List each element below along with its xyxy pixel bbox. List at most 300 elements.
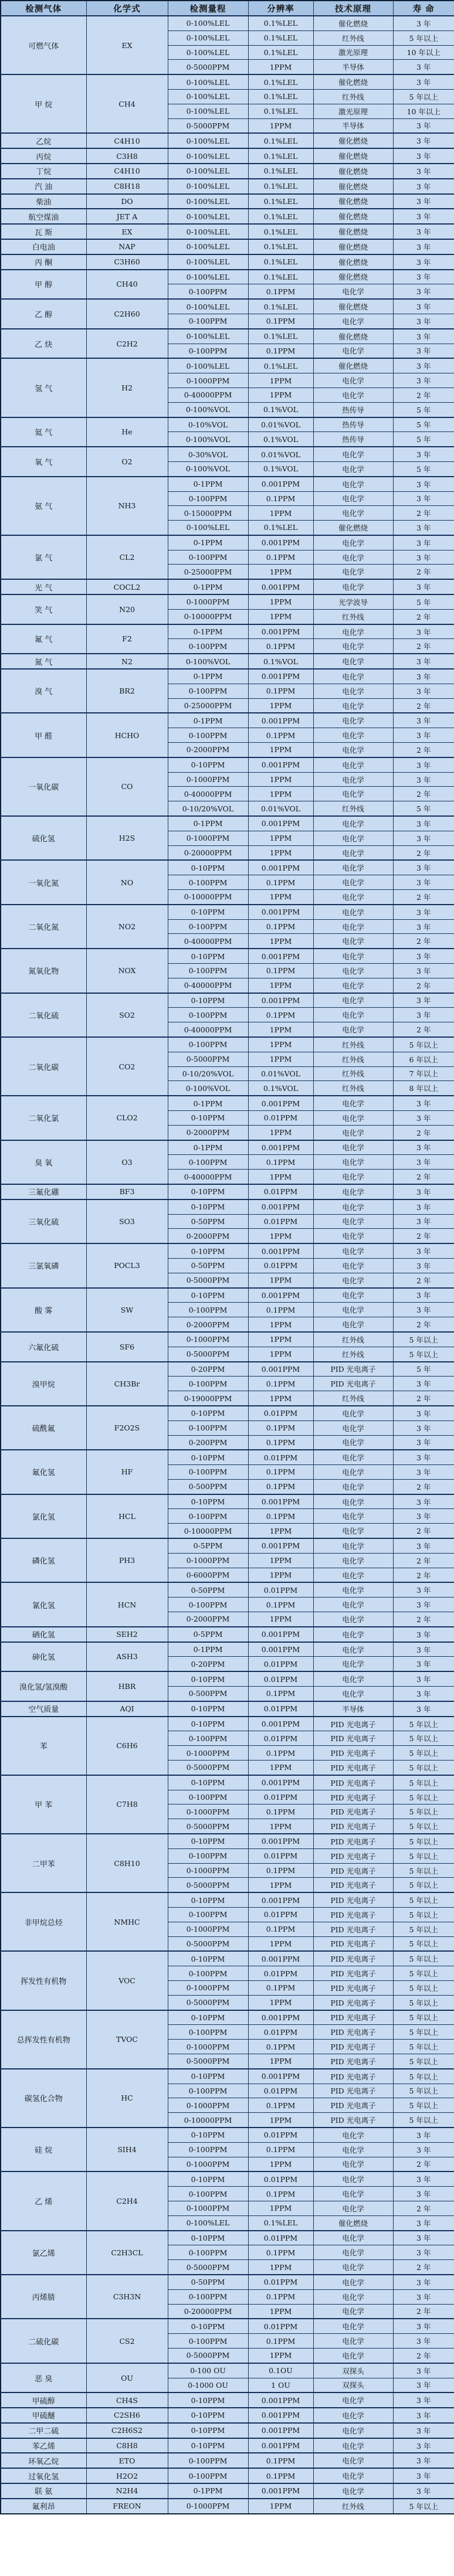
header-cell-gas: 检测气体: [1, 1, 86, 16]
resolution-cell: 0.01PPM: [248, 2128, 313, 2142]
table-row: [1, 358, 454, 373]
gas-name-cell: 三氧化硫: [1, 1199, 86, 1243]
principle-cell: 电化学: [313, 491, 393, 506]
resolution-cell: 0.1%LEL: [248, 299, 313, 314]
resolution-cell: 1PPM: [248, 1022, 313, 1037]
resolution-cell: 0.001PPM: [248, 1243, 313, 1258]
principle-cell: 电化学: [313, 2408, 393, 2423]
resolution-cell: 1PPM: [248, 1568, 313, 1582]
range-cell: 0-1000PPM: [168, 2201, 248, 2215]
range-cell: 0-100PPM: [168, 2025, 248, 2040]
principle-cell: 热传导: [313, 432, 393, 447]
range-cell: 0-100PPM: [168, 2187, 248, 2201]
principle-cell: 电化学: [313, 2128, 393, 2142]
resolution-cell: 0.1PPM: [248, 2245, 313, 2260]
resolution-cell: 0.001PPM: [248, 535, 313, 550]
principle-cell: 热传导: [313, 402, 393, 417]
formula-cell: C7H8: [86, 1775, 168, 1834]
principle-cell: 电化学: [313, 624, 393, 639]
formula-cell: CH40: [86, 270, 168, 300]
principle-cell: 催化燃烧: [313, 133, 393, 148]
range-cell: 0-10PPM: [168, 1701, 248, 1717]
range-cell: 0-5000PPM: [168, 1052, 248, 1066]
resolution-cell: 0.001PPM: [248, 1362, 313, 1377]
lifespan-cell: 5 年以上: [393, 1731, 454, 1746]
range-cell: 0-10PPM: [168, 2408, 248, 2423]
lifespan-cell: 5 年以上: [393, 1775, 454, 1790]
principle-cell: 电化学: [313, 684, 393, 698]
principle-cell: PID 光电离子: [313, 1922, 393, 1936]
principle-cell: 热传导: [313, 417, 393, 432]
range-cell: 0-1PPM: [168, 624, 248, 639]
range-cell: 0-5PPM: [168, 1627, 248, 1642]
table-row: [1, 2319, 454, 2333]
lifespan-cell: 3 年: [393, 2408, 454, 2423]
lifespan-cell: 5 年以上: [393, 2025, 454, 2040]
principle-cell: 电化学: [313, 875, 393, 890]
formula-cell: BR2: [86, 669, 168, 713]
resolution-cell: 0.001PPM: [248, 2408, 313, 2423]
range-cell: 0-10PPM: [168, 905, 248, 919]
range-cell: 0-10PPM: [168, 1892, 248, 1907]
formula-cell: CLO2: [86, 1096, 168, 1140]
resolution-cell: 1PPM: [248, 1612, 313, 1627]
lifespan-cell: 3 年: [393, 1538, 454, 1553]
resolution-cell: 0.1%LEL: [248, 45, 313, 60]
principle-cell: PID 光电离子: [313, 1775, 393, 1790]
resolution-cell: 1PPM: [248, 1052, 313, 1066]
table-row: [1, 447, 454, 461]
resolution-cell: 0.01PPM: [248, 1908, 313, 1922]
gas-name-cell: 航空煤油: [1, 209, 86, 224]
resolution-cell: 1PPM: [248, 787, 313, 801]
table-row: [1, 2438, 454, 2453]
gas-name-cell: 联 氨: [1, 2483, 86, 2499]
principle-cell: 催化燃烧: [313, 164, 393, 179]
table-row: [1, 1037, 454, 1052]
table-row: [1, 2483, 454, 2499]
resolution-cell: 1PPM: [248, 2201, 313, 2215]
formula-cell: ASH3: [86, 1642, 168, 1672]
resolution-cell: 0.001PPM: [248, 1642, 313, 1657]
table-row: [1, 2010, 454, 2025]
lifespan-cell: 3 年: [393, 194, 454, 209]
lifespan-cell: 3 年: [393, 860, 454, 875]
principle-cell: 电化学: [313, 1273, 393, 1287]
resolution-cell: 1PPM: [248, 1125, 313, 1140]
table-row: [1, 1775, 454, 1790]
resolution-cell: 1PPM: [248, 772, 313, 787]
principle-cell: PID 光电离子: [313, 1790, 393, 1804]
resolution-cell: 1PPM: [248, 388, 313, 402]
principle-cell: 电化学: [313, 1243, 393, 1258]
resolution-cell: 1PPM: [248, 743, 313, 757]
resolution-cell: 1PPM: [248, 60, 313, 74]
range-cell: 0-1000PPM: [168, 2499, 248, 2514]
resolution-cell: 0.1PPM: [248, 684, 313, 698]
table-row: [1, 757, 454, 772]
range-cell: 0-100PPM: [168, 728, 248, 743]
range-cell: 0-2000PPM: [168, 1125, 248, 1140]
lifespan-cell: 3 年: [393, 1435, 454, 1450]
range-cell: 0-15000PPM: [168, 506, 248, 521]
gas-name-cell: 乙 烯: [1, 2171, 86, 2230]
lifespan-cell: 3 年: [393, 1494, 454, 1509]
table-row: [1, 239, 454, 254]
lifespan-cell: 5 年: [393, 1362, 454, 1377]
resolution-cell: 0.1%LEL: [248, 104, 313, 118]
lifespan-cell: 5 年: [393, 594, 454, 609]
lifespan-cell: 5 年: [393, 801, 454, 816]
principle-cell: 电化学: [313, 1568, 393, 1582]
range-cell: 0-100PPM: [168, 2468, 248, 2483]
resolution-cell: 0.1PPM: [248, 1598, 313, 1612]
table-row: [1, 624, 454, 639]
range-cell: 0-100PPM: [168, 2289, 248, 2304]
range-cell: 0-100%LEL: [168, 194, 248, 209]
gas-name-cell: 硒化氢: [1, 1627, 86, 1642]
principle-cell: 红外线: [313, 1052, 393, 1066]
resolution-cell: 0.001PPM: [248, 1288, 313, 1303]
range-cell: 0-1000PPM: [168, 373, 248, 388]
principle-cell: 电化学: [313, 1125, 393, 1140]
lifespan-cell: 3 年: [393, 1582, 454, 1597]
range-cell: 0-10PPM: [168, 2423, 248, 2438]
formula-cell: NO: [86, 860, 168, 904]
formula-cell: He: [86, 417, 168, 447]
range-cell: 0-100%LEL: [168, 329, 248, 344]
range-cell: 0-100%LEL: [168, 299, 248, 314]
resolution-cell: 0.1PPM: [248, 964, 313, 978]
gas-name-cell: 光 气: [1, 579, 86, 594]
principle-cell: 电化学: [313, 535, 393, 550]
table-row: [1, 1450, 454, 1464]
range-cell: 0-100PPM: [168, 550, 248, 565]
principle-cell: 电化学: [313, 772, 393, 787]
principle-cell: PID 光电离子: [313, 1936, 393, 1951]
resolution-cell: 1 OU: [248, 2378, 313, 2393]
lifespan-cell: 5 年以上: [393, 2010, 454, 2025]
table-row: [1, 949, 454, 963]
lifespan-cell: 3 年: [393, 816, 454, 831]
lifespan-cell: 2 年: [393, 845, 454, 860]
lifespan-cell: 5 年以上: [393, 30, 454, 45]
formula-cell: NH3: [86, 477, 168, 535]
lifespan-cell: 3 年: [393, 2468, 454, 2483]
principle-cell: 电化学: [313, 1140, 393, 1155]
range-cell: 0-100PPM: [168, 2334, 248, 2349]
range-cell: 0-1000 OU: [168, 2378, 248, 2393]
principle-cell: 红外线: [313, 89, 393, 104]
resolution-cell: 0.1%LEL: [248, 239, 313, 254]
resolution-cell: 0.1%LEL: [248, 89, 313, 104]
range-cell: 0-100%LEL: [168, 104, 248, 118]
resolution-cell: 0.01PPM: [248, 1731, 313, 1746]
lifespan-cell: 5 年以上: [393, 1834, 454, 1848]
principle-cell: PID 光电离子: [313, 2025, 393, 2040]
principle-cell: PID 光电离子: [313, 1834, 393, 1848]
principle-cell: 双探头: [313, 2363, 393, 2378]
range-cell: 0-100PPM: [168, 1420, 248, 1435]
table-row: [1, 329, 454, 344]
principle-cell: 电化学: [313, 1687, 393, 1701]
resolution-cell: 0.1%VOL: [248, 461, 313, 476]
gas-name-cell: 氯 气: [1, 535, 86, 579]
principle-cell: 催化燃烧: [313, 254, 393, 270]
lifespan-cell: 5 年以上: [393, 1966, 454, 1981]
resolution-cell: 0.1PPM: [248, 2289, 313, 2304]
range-cell: 0-10PPM: [168, 2393, 248, 2408]
lifespan-cell: 3 年: [393, 1657, 454, 1671]
formula-cell: C3H60: [86, 254, 168, 270]
principle-cell: 电化学: [313, 2187, 393, 2201]
lifespan-cell: 5 年以上: [393, 1936, 454, 1951]
range-cell: 0-100PPM: [168, 1908, 248, 1922]
range-cell: 0-5000PPM: [168, 1761, 248, 1775]
range-cell: 0-5000PPM: [168, 2054, 248, 2068]
range-cell: 0-1000PPM: [168, 1922, 248, 1936]
resolution-cell: 0.1PPM: [248, 2142, 313, 2157]
principle-cell: 红外线: [313, 1066, 393, 1081]
table-row: [1, 713, 454, 728]
formula-cell: CH3Br: [86, 1362, 168, 1406]
principle-cell: 电化学: [313, 2142, 393, 2157]
principle-cell: 催化燃烧: [313, 358, 393, 373]
gas-name-cell: 氰化氢: [1, 1582, 86, 1626]
range-cell: 0-10PPM: [168, 2069, 248, 2084]
table-row: [1, 2408, 454, 2423]
resolution-cell: 0.1PPM: [248, 1420, 313, 1435]
range-cell: 0-100PPM: [168, 684, 248, 698]
table-row: [1, 1627, 454, 1642]
range-cell: 0-1PPM: [168, 2483, 248, 2499]
lifespan-cell: 2 年: [393, 1229, 454, 1243]
range-cell: 0-100%LEL: [168, 209, 248, 224]
range-cell: 0-100%LEL: [168, 239, 248, 254]
lifespan-cell: 3 年: [393, 2289, 454, 2304]
lifespan-cell: 5 年以上: [393, 2098, 454, 2113]
range-cell: 0-100PPM: [168, 639, 248, 654]
table-row: [1, 1096, 454, 1110]
range-cell: 0-10PPM: [168, 1671, 248, 1686]
formula-cell: C4H10: [86, 133, 168, 148]
resolution-cell: 0.1%VOL: [248, 402, 313, 417]
range-cell: 0-40000PPM: [168, 787, 248, 801]
gas-name-cell: 氟 气: [1, 624, 86, 654]
table-row: [1, 1243, 454, 1258]
principle-cell: 电化学: [313, 713, 393, 728]
table-row: [1, 74, 454, 89]
table-row: [1, 594, 454, 609]
resolution-cell: 0.01PPM: [248, 1406, 313, 1420]
resolution-cell: 0.01PPM: [248, 2171, 313, 2186]
formula-cell: EX: [86, 224, 168, 239]
principle-cell: 电化学: [313, 2304, 393, 2319]
table-row: [1, 1671, 454, 1686]
resolution-cell: 0.1PPM: [248, 1377, 313, 1391]
table-row: [1, 16, 454, 30]
principle-cell: PID 光电离子: [313, 1995, 393, 2010]
range-cell: 0-100PPM: [168, 1731, 248, 1746]
table-row: [1, 1892, 454, 1907]
lifespan-cell: 3 年: [393, 831, 454, 845]
range-cell: 0-10PPM: [168, 2171, 248, 2186]
range-cell: 0-5000PPM: [168, 1273, 248, 1287]
resolution-cell: 0.1PPM: [248, 1509, 313, 1524]
gas-name-cell: 二氧化氯: [1, 1096, 86, 1140]
table-row: [1, 2231, 454, 2245]
range-cell: 0-5000PPM: [168, 1995, 248, 2010]
lifespan-cell: 3 年: [393, 1288, 454, 1303]
resolution-cell: 1PPM: [248, 1332, 313, 1347]
resolution-cell: 0.1%LEL: [248, 133, 313, 148]
resolution-cell: 0.1%LEL: [248, 179, 313, 194]
table-header: [1, 1, 454, 16]
lifespan-cell: 2 年: [393, 639, 454, 654]
formula-cell: C3H8: [86, 148, 168, 164]
resolution-cell: 0.001PPM: [248, 713, 313, 728]
resolution-cell: 0.001PPM: [248, 816, 313, 831]
resolution-cell: 0.1PPM: [248, 639, 313, 654]
lifespan-cell: 3 年: [393, 299, 454, 314]
principle-cell: 红外线: [313, 1332, 393, 1347]
range-cell: 0-100PPM: [168, 1465, 248, 1480]
range-cell: 0-100PPM: [168, 1155, 248, 1170]
table-row: [1, 2128, 454, 2142]
table-row: [1, 1406, 454, 1420]
range-cell: 0-25000PPM: [168, 565, 248, 579]
principle-cell: PID 光电离子: [313, 1362, 393, 1377]
principle-cell: 催化燃烧: [313, 2215, 393, 2230]
resolution-cell: 0.1PPM: [248, 284, 313, 299]
resolution-cell: 0.1%VOL: [248, 432, 313, 447]
resolution-cell: 1PPM: [248, 565, 313, 579]
principle-cell: 电化学: [313, 1465, 393, 1480]
table-row: [1, 2499, 454, 2514]
resolution-cell: 1PPM: [248, 2499, 313, 2514]
lifespan-cell: 5 年以上: [393, 2084, 454, 2098]
resolution-cell: 0.001PPM: [248, 1951, 313, 1966]
resolution-cell: 0.1PPM: [248, 2187, 313, 2201]
formula-cell: HCL: [86, 1494, 168, 1538]
principle-cell: 催化燃烧: [313, 521, 393, 535]
lifespan-cell: 2 年: [393, 1170, 454, 1184]
principle-cell: 电化学: [313, 314, 393, 328]
table-body: [1, 16, 454, 2514]
principle-cell: 电化学: [313, 1657, 393, 1671]
range-cell: 0-20000PPM: [168, 845, 248, 860]
resolution-cell: 1PPM: [248, 890, 313, 905]
lifespan-cell: 3 年: [393, 209, 454, 224]
range-cell: 0-1000PPM: [168, 2157, 248, 2171]
resolution-cell: 0.1PPM: [248, 1465, 313, 1480]
lifespan-cell: 3 年: [393, 2363, 454, 2378]
resolution-cell: 0.01PPM: [248, 2025, 313, 2040]
range-cell: 0-100PPM: [168, 1377, 248, 1391]
range-cell: 0-200PPM: [168, 1435, 248, 1450]
formula-cell: O3: [86, 1140, 168, 1184]
range-cell: 0-40000PPM: [168, 1022, 248, 1037]
resolution-cell: 0.001PPM: [248, 579, 313, 594]
resolution-cell: 1PPM: [248, 594, 313, 609]
resolution-cell: 0.001PPM: [248, 2393, 313, 2408]
resolution-cell: 0.01PPM: [248, 1848, 313, 1863]
lifespan-cell: 3 年: [393, 2128, 454, 2142]
lifespan-cell: 5 年以上: [393, 1790, 454, 1804]
principle-cell: PID 光电离子: [313, 1746, 393, 1761]
principle-cell: 双探头: [313, 2378, 393, 2393]
range-cell: 0-10PPM: [168, 1834, 248, 1848]
formula-cell: HCN: [86, 1582, 168, 1626]
resolution-cell: 0.1%VOL: [248, 654, 313, 669]
principle-cell: 电化学: [313, 1450, 393, 1464]
principle-cell: 电化学: [313, 919, 393, 934]
lifespan-cell: 2 年: [393, 609, 454, 624]
lifespan-cell: 5 年以上: [393, 1332, 454, 1347]
lifespan-cell: 3 年: [393, 491, 454, 506]
gas-name-cell: 瓦 斯: [1, 224, 86, 239]
header-cell-range: 检测量程: [168, 1, 248, 16]
lifespan-cell: 5 年: [393, 461, 454, 476]
principle-cell: PID 光电离子: [313, 1966, 393, 1981]
range-cell: 0-1PPM: [168, 1140, 248, 1155]
principle-cell: PID 光电离子: [313, 1819, 393, 1834]
resolution-cell: 0.01PPM: [248, 2319, 313, 2333]
resolution-cell: 0.001PPM: [248, 993, 313, 1008]
gas-name-cell: 丙 酮: [1, 254, 86, 270]
range-cell: 0-100PPM: [168, 919, 248, 934]
lifespan-cell: 8 年以上: [393, 1081, 454, 1096]
table-row: [1, 270, 454, 284]
formula-cell: OU: [86, 2363, 168, 2393]
range-cell: 0-10PPM: [168, 2231, 248, 2245]
principle-cell: 电化学: [313, 461, 393, 476]
lifespan-cell: 2 年: [393, 743, 454, 757]
range-cell: 0-1000PPM: [168, 2040, 248, 2054]
principle-cell: PID 光电离子: [313, 1892, 393, 1907]
lifespan-cell: 3 年: [393, 373, 454, 388]
resolution-cell: 0.1%LEL: [248, 224, 313, 239]
range-cell: 0-50PPM: [168, 1214, 248, 1229]
lifespan-cell: 5 年以上: [393, 1347, 454, 1361]
range-cell: 0-100PPM: [168, 491, 248, 506]
range-cell: 0-50PPM: [168, 1258, 248, 1273]
resolution-cell: 0.001PPM: [248, 624, 313, 639]
table-row: [1, 993, 454, 1008]
resolution-cell: 1PPM: [248, 845, 313, 860]
resolution-cell: 1PPM: [248, 118, 313, 133]
lifespan-cell: 3 年: [393, 2142, 454, 2157]
formula-cell: C8H8: [86, 2438, 168, 2453]
table-row: [1, 905, 454, 919]
range-cell: 0-50PPM: [168, 1582, 248, 1597]
table-row: [1, 417, 454, 432]
lifespan-cell: 3 年: [393, 1184, 454, 1199]
range-cell: 0-10PPM: [168, 1494, 248, 1509]
resolution-cell: 1PPM: [248, 934, 313, 949]
range-cell: 0-10PPM: [168, 1288, 248, 1303]
resolution-cell: 0.01PPM: [248, 1450, 313, 1464]
principle-cell: 电化学: [313, 2438, 393, 2453]
lifespan-cell: 2 年: [393, 2201, 454, 2215]
gas-name-cell: 苯乙烯: [1, 2438, 86, 2453]
lifespan-cell: 5 年以上: [393, 1848, 454, 1863]
resolution-cell: 0.1PPM: [248, 919, 313, 934]
range-cell: 0-500PPM: [168, 1687, 248, 1701]
principle-cell: 电化学: [313, 477, 393, 491]
table-row: [1, 1834, 454, 1848]
range-cell: 0-1000PPM: [168, 594, 248, 609]
